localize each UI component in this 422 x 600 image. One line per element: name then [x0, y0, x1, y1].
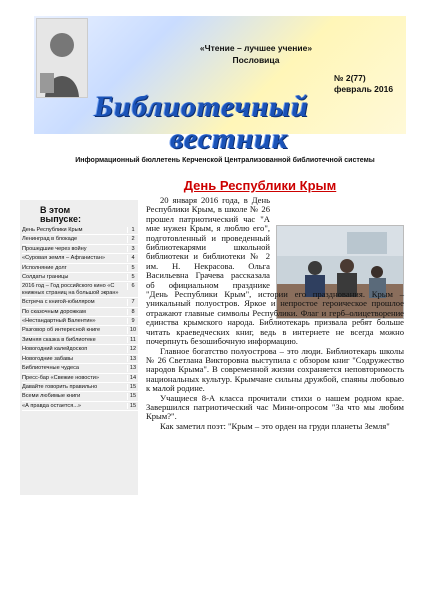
toc-item[interactable] — [22, 402, 138, 411]
portrait-image — [36, 18, 88, 98]
toc-item-title: Разговор об интересной книге — [22, 327, 101, 334]
toc-item-page: 13 — [127, 365, 138, 371]
toc-item-title: Библиотечные чудеса — [22, 365, 80, 372]
article-title: День Республики Крым — [183, 178, 337, 193]
toc-item-title: «Суровая земля – Афганистан» — [22, 255, 105, 262]
toc-item[interactable] — [22, 235, 138, 244]
toc-list — [22, 226, 138, 411]
toc-item-page: 5 — [127, 274, 138, 280]
toc-item[interactable] — [22, 254, 138, 263]
toc-item[interactable] — [22, 298, 138, 307]
toc-item[interactable] — [22, 336, 138, 345]
toc-item-page: 10 — [127, 327, 138, 333]
toc-item[interactable] — [22, 392, 138, 401]
toc-item-page: 8 — [127, 309, 138, 315]
issue-number: № 2(77) — [334, 73, 366, 83]
toc-item[interactable] — [22, 264, 138, 273]
article-paragraph-1: 20 января 2016 года, в День Республики Крым, в школе № 26 прошел патриотический час "А мне нужен Крым, я люблю его", подготовленный и проведенный библиотекарями школьной библиотеки и библиотеки № 2 им. Н. Некрасова. Ольга Васильевна Грачева рассказала об официальном празднике "День Республики Крым", истории его празднования. Крым – уникальный полуостров. Яркое и непростое героическое прошлое отражают главные символы Республики. Флаг и герб–олицетворение единства крымского народа. Библиотекарь призвала ребят больше читать краеведческих книг, ведь в интернете не всегда можно почерпнуть безошибочную информацию. — [146, 195, 404, 347]
toc-item-page: 11 — [127, 337, 138, 343]
toc-item-title: 2016 год – Год российского кино «С книжных страниц на большой экран» — [22, 283, 119, 296]
toc-item[interactable] — [22, 308, 138, 317]
toc-item-page: 15 — [127, 393, 138, 399]
newsletter-title-line2: вестник — [170, 122, 289, 155]
toc-item-page: 9 — [127, 318, 138, 324]
toc-item-page: 15 — [127, 403, 138, 409]
toc-item-page: 6 — [127, 283, 138, 289]
toc-item-page: 15 — [127, 384, 138, 390]
newsletter-title-line1: Библиотечный — [94, 90, 309, 123]
toc-item-title: По сказочным дорожкам — [22, 308, 86, 315]
toc-item[interactable] — [22, 282, 138, 298]
toc-item-page: 3 — [127, 246, 138, 252]
toc-item[interactable] — [22, 245, 138, 254]
toc-item-title: Давайте говорить правильно — [22, 383, 98, 390]
toc-item[interactable] — [22, 345, 138, 354]
article-body — [146, 196, 404, 431]
toc-item-page: 13 — [127, 356, 138, 362]
toc-heading-line1: В этом — [40, 205, 71, 215]
photo-spacer — [274, 196, 404, 289]
toc-item-title: Новогодние забавы — [22, 355, 74, 362]
toc-item-page: 14 — [127, 375, 138, 381]
toc-item-page: 4 — [127, 255, 138, 261]
toc-item[interactable] — [22, 317, 138, 326]
toc-item-title: Встреча с книгой-юбиляром — [22, 299, 95, 306]
article-paragraph-3: Учащиеся 8-А класса прочитали стихи о нашем родном крае. Завершился патриотический час Мини-опросом "За что мы любим Крым?". — [146, 392, 404, 422]
toc-item-title: Прошедшие через войну — [22, 245, 87, 252]
toc-item-title: Новогодний калейдоскоп — [22, 346, 88, 353]
toc-item-page: 2 — [127, 236, 138, 242]
toc-item-title: Пресс-бар «Свежие новости» — [22, 374, 100, 381]
toc-item-title: Исполняние долг — [22, 264, 67, 271]
toc-item-page: 12 — [127, 346, 138, 352]
toc-item-title: Солдаты границы — [22, 274, 69, 281]
toc-item-title: «Нестандартный Валентин» — [22, 318, 96, 325]
toc-item[interactable] — [22, 226, 138, 235]
article-paragraph-2: Главное богатство полуострова – это люди. Библиотекарь школы № 26 Светлана Викторовна выступила с обзором книг "Содружество народов Крыма". В современной жизни сохраняется неповторимость национальных культур. Крымчане сильны дружбой, спаяны любовью к малой родине. — [146, 345, 404, 394]
toc-item[interactable] — [22, 326, 138, 335]
toc-item[interactable] — [22, 273, 138, 282]
toc-item[interactable] — [22, 364, 138, 373]
toc-item-page: 1 — [127, 227, 138, 233]
toc-item-title: «А правда остается...» — [22, 402, 82, 409]
toc-item[interactable] — [22, 383, 138, 392]
toc-item-title: Ленинград в блокаде — [22, 236, 78, 243]
toc-item-title: Зимняя сказка в библиотеке — [22, 336, 96, 343]
toc-item-title: День Республики Крым — [22, 227, 83, 233]
motto-source: Пословица — [232, 55, 280, 65]
toc-item[interactable] — [22, 355, 138, 364]
article-paragraph-4: Как заметил поэт: "Крым – это орден на груди планеты Земля" — [160, 420, 390, 431]
motto-quote: «Чтение – лучшее учение» — [199, 43, 313, 53]
issue-date: февраль 2016 — [334, 84, 394, 94]
newsletter-subtitle: Информационный бюллетень Керченской Централизованной библиотечной системы — [75, 157, 375, 164]
toc-heading-line2: выпуске: — [40, 214, 81, 224]
toc-item-title: Всеми любимые книги — [22, 393, 81, 400]
toc-item[interactable] — [22, 374, 138, 383]
toc-item-page: 5 — [127, 265, 138, 271]
toc-item-page: 7 — [127, 299, 138, 305]
